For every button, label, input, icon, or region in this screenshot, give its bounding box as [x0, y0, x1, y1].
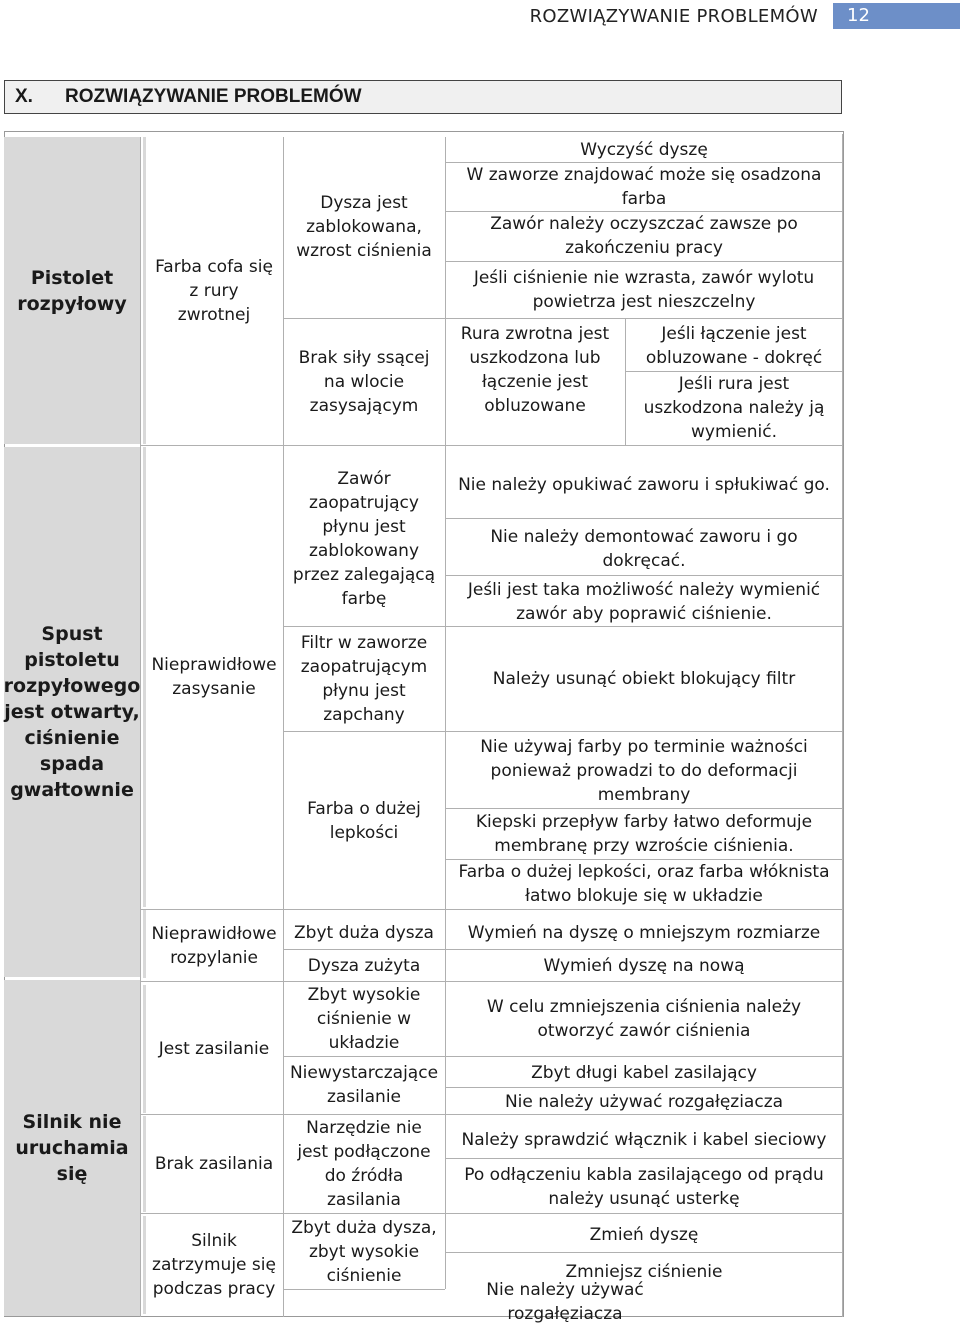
solution-oczyszczac-zawor: Zawór należy oczyszczać zawsze po zakończeniu pracy — [490, 214, 798, 258]
section-number: X. — [15, 86, 33, 107]
solution-zawor-nieszczelny: Jeśli ciśnienie nie wzrasta, zawór wylotu powietrza jest nieszczelny — [473, 268, 815, 312]
problem-rozpylanie: Nieprawidłowe rozpylanie — [143, 910, 282, 978]
solution-otworz-zawor: W celu zmniejszenia ciśnienia należy otworzyć zawór ciśnienia — [486, 997, 802, 1041]
cause-dysza-zablokowana: Dysza jest zablokowana, wzrost ciśnienia — [296, 193, 432, 261]
category-spust: Spust pistoletu rozpyłowego jest otwarty, ciśnienie spada gwałtownie — [4, 447, 140, 977]
solution-sprawdz-wlacznik: Należy sprawdzić włącznik i kabel sieciowy — [461, 1130, 827, 1150]
cause-zbyt-duza-dysza: Zbyt duża dysza — [294, 923, 434, 943]
cause-farba-lepka: Farba o dużej lepkości — [307, 799, 421, 843]
solution-usun-usterke: Po odłączeniu kabla zasilającego od prądu należy usunąć usterkę — [464, 1165, 824, 1209]
solution-zmien-dysze: Zmień dyszę — [589, 1225, 699, 1245]
page-number: 12 — [833, 3, 960, 29]
solution-dokrec: Jeśli łączenie jest obluzowane - dokręć — [645, 324, 823, 368]
cause-zawor-zablokowany: Zawór zaopatrujący płynu jest zablokowany przez zalegającą farbę — [292, 469, 436, 609]
solution-nowa-dysza: Wymień dyszę na nową — [543, 956, 745, 976]
section-title: ROZWIĄZYWANIE PROBLEMÓW — [65, 86, 362, 107]
problem-zasysanie: Nieprawidłowe zasysanie — [143, 447, 282, 907]
solution-nie-opukiwac: Nie należy opukiwać zaworu i spłukiwać go. — [458, 475, 830, 495]
solution-dlugi-kabel: Zbyt długi kabel zasilający — [531, 1063, 757, 1083]
solution-wymien-zawor: Jeśli jest taka możliwość należy wymienić zawór aby poprawić ciśnienie. — [467, 580, 821, 624]
running-header-title: ROZWIĄZYWANIE PROBLEMÓW — [529, 6, 818, 27]
solution-farba-wloknista: Farba o dużej lepkości, oraz farba włóknista łatwo blokuje się w układzie — [458, 862, 830, 906]
problem-farba-cofa: Farba cofa się z rury zwrotnej — [143, 137, 282, 444]
solution-zmniejsz-cisnienie: Zmniejsz ciśnienie — [565, 1262, 723, 1282]
solution-usun-obiekt: Należy usunąć obiekt blokujący filtr — [492, 669, 796, 689]
solution-kiepski-przeplyw: Kiepski przepływ farby łatwo deformuje membranę przy wzroście ciśnienia. — [475, 812, 813, 856]
cause-zbyt-wysokie-cisnienie: Zbyt wysokie ciśnienie w układzie — [307, 985, 421, 1053]
cause-niepodlaczone: Narzędzie nie jest podłączone do źródła zasilania — [297, 1118, 431, 1210]
solution-rozgaleziacz-1: Nie należy używać rozgałęziacza — [504, 1092, 784, 1112]
solution-wyczysc-dysze: Wyczyść dyszę — [580, 140, 708, 160]
solution-mniejsza-dysza: Wymień na dyszę o mniejszym rozmiarze — [467, 923, 821, 943]
cause-filtr-zapchany: Filtr w zaworze zaopatrującym płynu jest zapchany — [300, 633, 428, 725]
solution-wymien-rure: Jeśli rura jest uszkodzona należy ją wymienić. — [643, 374, 825, 442]
cause-brak-sily-ssacej: Brak siły ssącej na wlocie zasysającym — [298, 348, 430, 416]
cause-zbyt-duza-dysza-cisnienie: Zbyt duża dysza, zbyt wysokie ciśnienie — [291, 1218, 437, 1286]
problem-brak-zasilania: Brak zasilania — [143, 1116, 282, 1212]
section-heading — [4, 80, 842, 114]
cause-niewystarczajace-zasilanie: Niewystarczające zasilanie — [289, 1063, 439, 1107]
solution-rozgaleziacz-2: Nie należy używać rozgałęziacza — [486, 1280, 644, 1324]
solution-nie-demontowac: Nie należy demontować zaworu i go dokręcać. — [490, 527, 798, 571]
problem-jest-zasilanie: Jest zasilanie — [143, 985, 282, 1113]
problem-silnik-zatrzymuje: Silnik zatrzymuje się podczas pracy — [143, 1216, 282, 1314]
category-silnik: Silnik nie uruchamia się — [4, 980, 140, 1316]
solution-termin-waznosci: Nie używaj farby po terminie ważności ponieważ prowadzi to do deformacji membrany — [480, 737, 808, 805]
cause-dysza-zuzyta: Dysza zużyta — [307, 956, 421, 976]
category-pistolet: Pistolet rozpyłowy — [4, 137, 140, 444]
solution-osadzona-farba: W zaworze znajdować może się osadzona farba — [466, 165, 822, 209]
subcause-rura-zwrotna: Rura zwrotna jest uszkodzona lub łączenie jest obluzowane — [460, 324, 610, 416]
